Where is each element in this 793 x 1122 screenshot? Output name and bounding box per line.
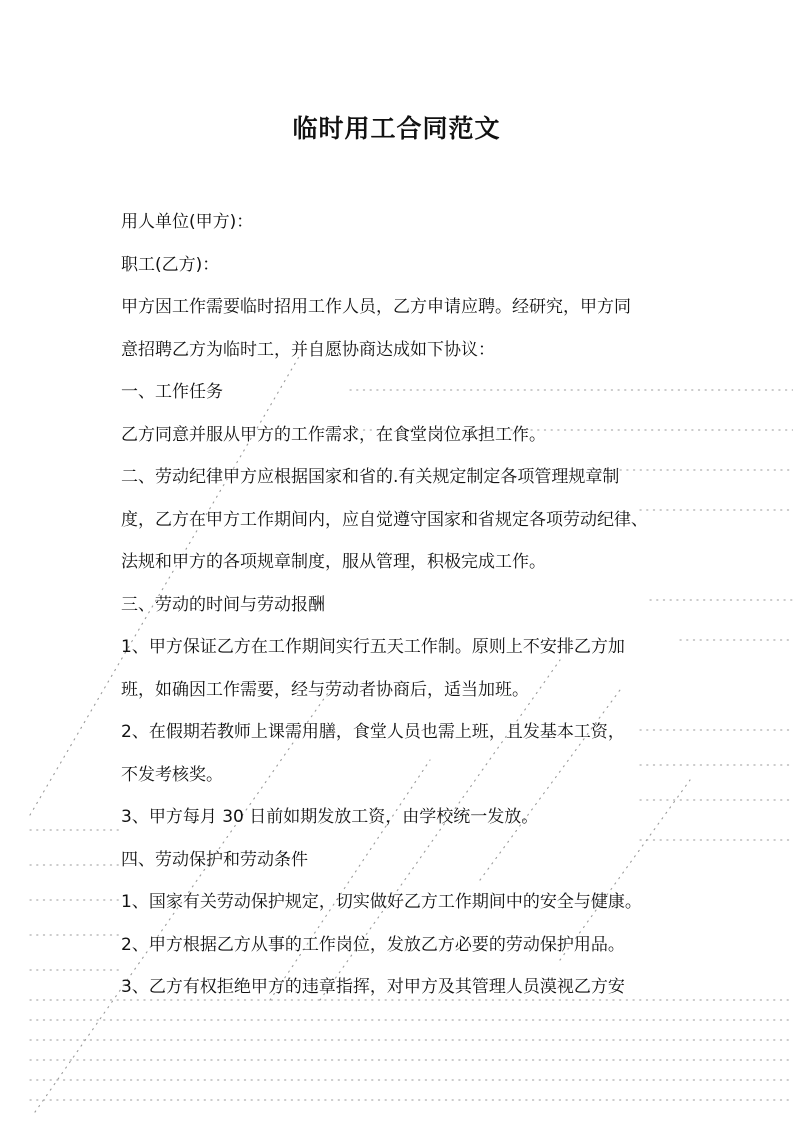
hours-item-1-line-2: 班，如确因工作需要，经与劳动者协商后，适当加班。 [121,679,529,700]
preamble-line-2: 意招聘乙方为临时工，并自愿协商达成如下协议： [121,339,495,360]
section-heading-protection: 四、劳动保护和劳动条件 [121,849,308,870]
hours-item-3: 3、甲方每月 30 日前如期发放工资，由学校统一发放。 [121,807,539,827]
section-heading-tasks: 一、工作任务 [121,382,223,402]
tasks-text: 乙方同意并服从甲方的工作需求，在食堂岗位承担工作。 [121,424,546,445]
hours-item-2-line-2: 不发考核奖。 [121,764,223,785]
discipline-line-3: 法规和甲方的各项规章制度，服从管理，积极完成工作。 [121,552,546,572]
section-heading-hours-pay: 三、劳动的时间与劳动报酬 [121,594,325,615]
hours-item-2-line-1: 2、在假期若教师上课需用膳，食堂人员也需上班，且发基本工资， [121,722,625,742]
protection-item-2: 2、甲方根据乙方从事的工作岗位，发放乙方必要的劳动保护用品。 [121,934,625,955]
document-body [121,201,681,1009]
discipline-line-2: 度，乙方在甲方工作期间内，应自觉遵守国家和省规定各项劳动纪律、 [121,509,648,530]
protection-item-1: 1、国家有关劳动保护规定，切实做好乙方工作期间中的安全与健康。 [121,892,642,912]
hours-item-1-line-1: 1、甲方保证乙方在工作期间实行五天工作制。原则上不安排乙方加 [121,637,625,657]
party-b-line: 职工(乙方)： [121,254,220,275]
protection-item-3: 3、乙方有权拒绝甲方的违章指挥，对甲方及其管理人员漠视乙方安 [121,977,625,997]
discipline-line-1: 二、劳动纪律甲方应根据国家和省的.有关规定制定各项管理规章制 [121,467,620,487]
party-a-line: 用人单位(甲方)： [121,212,254,232]
preamble-line-1: 甲方因工作需要临时招用工作人员，乙方申请应聘。经研究，甲方同 [121,297,631,317]
document-title: 临时用工合同范文 [292,114,501,143]
